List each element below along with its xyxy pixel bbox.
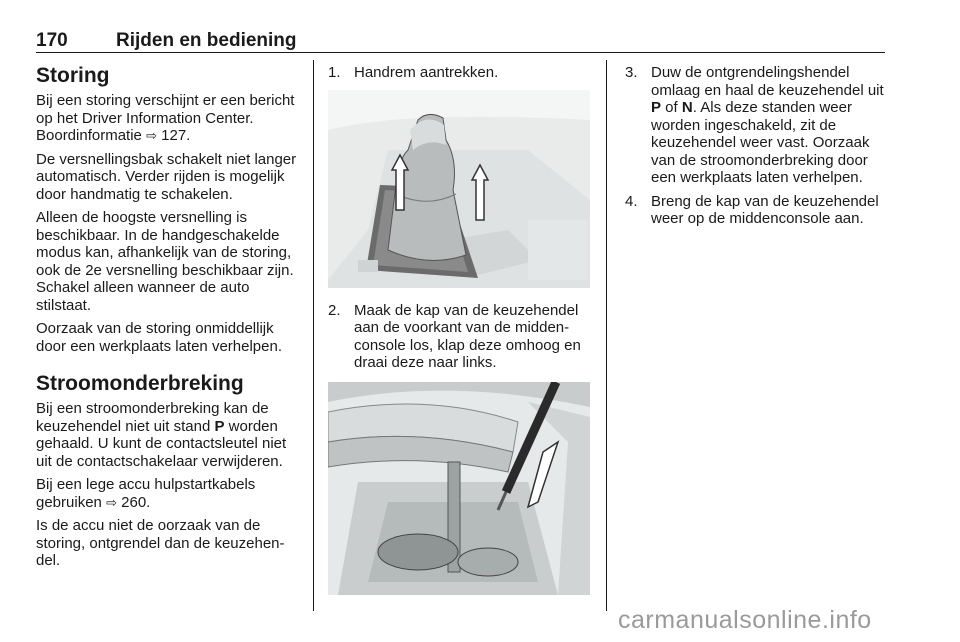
arrow-ref-icon: ⇨ (106, 494, 117, 510)
step-number: 2. (328, 301, 341, 319)
step-2: 2. Maak de kap van de keuzehendel aan de voorkant van de middenconsole los, klap deze omhoog en draai deze naar links. (328, 301, 581, 371)
gear-lever-image (328, 90, 590, 288)
paragraph-jump-start: Bij een lege accu hulpstartkabels gebruiken ⇨ 260. (36, 476, 256, 511)
step-number: 1. (328, 64, 341, 81)
step-number: 4. (625, 192, 638, 210)
paragraph-unlock-lever: Is de accu niet de oorzaak van de storing, ontgrendel dan de keuzehendel. (36, 517, 285, 569)
step-number: 3. (625, 64, 638, 81)
paragraph-power-failure: Bij een stroomonderbreking kan de keuzehendel niet uit stand P worden gehaald. U kunt de contactsleutel niet uit de contactschakelaar verwijderen. (36, 400, 287, 470)
console-cover-illustration (328, 382, 590, 595)
step-4: 4. Breng de kap van de keuzehendel weer op de middenconsole aan. (625, 192, 879, 227)
column-3 (625, 64, 887, 234)
page-reference[interactable]: 127 (161, 127, 187, 144)
paragraph-repair: Oorzaak van de storing onmiddellijk door een werkplaats laten verhelpen. (36, 320, 282, 355)
arrow-ref-icon: ⇨ (146, 128, 157, 143)
column-divider (313, 60, 314, 611)
paragraph-highest-gear: Alleen de hoogste versnelling is beschikbaar. In de handgeschakelde modus kan, afhankelijk van de storing, ook de 2e versnelling beschikbaar zijn. Schakel alleen wanneer de auto stilstaat. (36, 209, 294, 314)
step-1: 1. Handrem aantrekken. (328, 64, 499, 81)
page-number: 170 (36, 30, 68, 51)
paragraph-manual-shift: De versnellingsbak schakelt niet langer automatisch. Verder rijden is mogelijk door handmatig te schakelen. (36, 150, 297, 203)
column-2 (328, 64, 593, 595)
step-3: 3. Duw de ontgrendelingshendel omlaag en haal de keuzehendel uit P of N. Als deze standen weer worden ingeschakeld, zit de keuzehendel weer vast. Oorzaak van de stroomonderbreking door een werkplaats laten verhelpen. (625, 64, 884, 186)
heading-storing: Storing (36, 64, 110, 87)
gear-lever-illustration (328, 90, 590, 288)
page-reference[interactable]: 260 (121, 493, 147, 511)
heading-stroomonderbreking: Stroomonderbreking (36, 372, 244, 395)
running-title: Rijden en bediening (116, 30, 297, 51)
console-cover-image (328, 382, 590, 595)
page-header (36, 30, 885, 53)
watermark: carmanualsonline.info (618, 606, 872, 634)
paragraph-storing-message: Bij een storing verschijnt er een bericht op het Driver Information Center. Boordinformatie ⇨ 127. (36, 92, 295, 144)
column-divider (606, 60, 607, 611)
column-1 (36, 64, 301, 576)
